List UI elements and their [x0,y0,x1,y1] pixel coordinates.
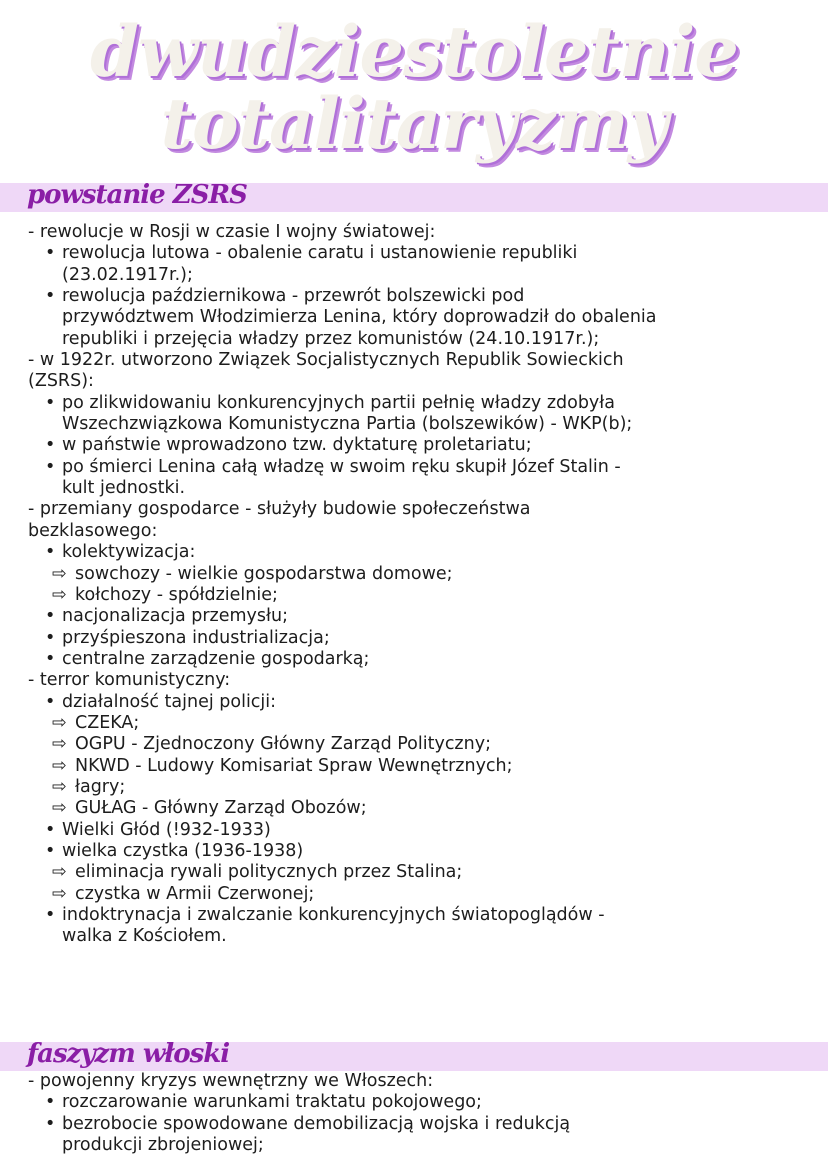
line-text: kolektywizacja: [62,542,196,563]
line-text: - terror komunistyczny: [28,670,231,691]
page-title-line2: totalitaryzmy [160,82,668,165]
line-text: centralne zarządzenie gospodarką; [62,648,370,669]
bullet-item [0,435,828,456]
line-text: CZEKA; [75,712,140,733]
line-text: łagry; [75,776,126,797]
line-text: indoktrynacja i zwalczanie konkurencyjnych światopoglądów - [62,905,605,925]
line-text: w państwie wprowadzono tzw. dyktaturę proletariatu; [62,435,532,456]
section-heading-band [0,1039,828,1071]
arrow-subitem [0,884,828,905]
arrow-subitem [0,713,828,734]
text-line [0,1071,828,1092]
text-line [0,926,828,947]
line-text: kult jednostki. [62,478,186,499]
line-text: Wszechzwiązkowa Komunistyczna Partia (bolszewików) - WKP(b); [62,414,633,435]
line-text: NKWD - Ludowy Komisariat Spraw Wewnętrznych; [75,755,513,776]
section-content-faszyzm [0,1071,828,1156]
bullet-item [0,649,828,670]
line-text: sowchozy - wielkie gospodarstwa domowe; [75,563,453,584]
page-title-line1: dwudziestoletnie [90,10,738,93]
text-line [0,329,828,350]
arrow-subitem [0,734,828,755]
bullet-item [0,1092,828,1113]
line-text: bezrobocie spowodowane demobilizacją wojska i redukcją [62,1113,571,1134]
line-text: - przemiany gospodarce - służyły budowie społeczeństwa [28,499,531,520]
line-text: przyśpieszona industrializacja; [62,627,330,648]
line-text: (ZSRS): [28,371,94,392]
text-line [0,521,828,542]
line-text: bezklasowego: [28,520,158,541]
arrow-subitem [0,585,828,606]
text-line [0,499,828,520]
line-text: walka z Kościołem. [62,926,227,947]
arrow-subitem [0,564,828,585]
text-line [0,350,828,371]
bullet-item [0,243,828,264]
line-text: po śmierci Lenina całą władzę w swoim ręku skupił Józef Stalin - [62,456,621,477]
text-line [0,222,828,243]
section-content-zsrs [0,222,828,948]
line-text: produkcji zbrojeniowej; [62,1135,264,1156]
bullet-item [0,628,828,649]
bullet-item [0,1114,828,1135]
line-text: (23.02.1917r.); [62,264,193,285]
text-line [0,265,828,286]
line-text: Wielki Głód (!932-1933) [62,819,271,840]
line-text: nacjonalizacja przemysłu; [62,606,288,627]
bullet-item [0,457,828,478]
bullet-item [0,692,828,713]
line-text: rewolucja październikowa - przewrót bolszewicki pod [62,286,525,307]
text-line [0,414,828,435]
arrow-subitem [0,862,828,883]
line-text: - powojenny kryzys wewnętrzny we Włoszech: [28,1071,434,1091]
line-text: - w 1922r. utworzono Związek Socjalistycznych Republik Sowieckich [28,350,624,371]
text-line [0,1135,828,1156]
line-text: czystka w Armii Czerwonej; [75,883,315,904]
line-text: eliminacja rywali politycznych przez Stalina; [75,862,463,883]
line-text: OGPU - Zjednoczony Główny Zarząd Polityczny; [75,734,491,755]
bullet-item [0,542,828,563]
line-text: przywództwem Włodzimierza Lenina, który doprowadził do obalenia [62,307,657,328]
line-text: rozczarowanie warunkami traktatu pokojowego; [62,1092,482,1113]
arrow-subitem [0,777,828,798]
arrow-subitem [0,798,828,819]
arrow-subitem [0,756,828,777]
line-text: kołchozy - spółdzielnie; [75,584,278,605]
line-text: działalność tajnej policji: [62,691,277,712]
bullet-item [0,820,828,841]
line-text: po zlikwidowaniu konkurencyjnych partii pełnię władzy zdobyła [62,392,615,413]
bullet-item [0,286,828,307]
line-text: wielka czystka (1936-1938) [62,840,304,861]
line-text: republiki i przejęcia władzy przez komunistów (24.10.1917r.); [62,328,600,349]
section-heading: faszyzm włoski [27,1039,230,1069]
section-heading-band [0,180,828,212]
line-text: rewolucja lutowa - obalenie caratu i ustanowienie republiki [62,243,578,264]
text-line [0,670,828,691]
bullet-item [0,393,828,414]
bullet-item [0,606,828,627]
bullet-item [0,905,828,926]
text-line [0,307,828,328]
line-text: - rewolucje w Rosji w czasie I wojny światowej: [28,222,436,242]
bullet-item [0,841,828,862]
text-line [0,371,828,392]
section-heading: powstanie ZSRS [27,180,247,210]
line-text: GUŁAG - Główny Zarząd Obozów; [75,798,367,819]
text-line [0,478,828,499]
